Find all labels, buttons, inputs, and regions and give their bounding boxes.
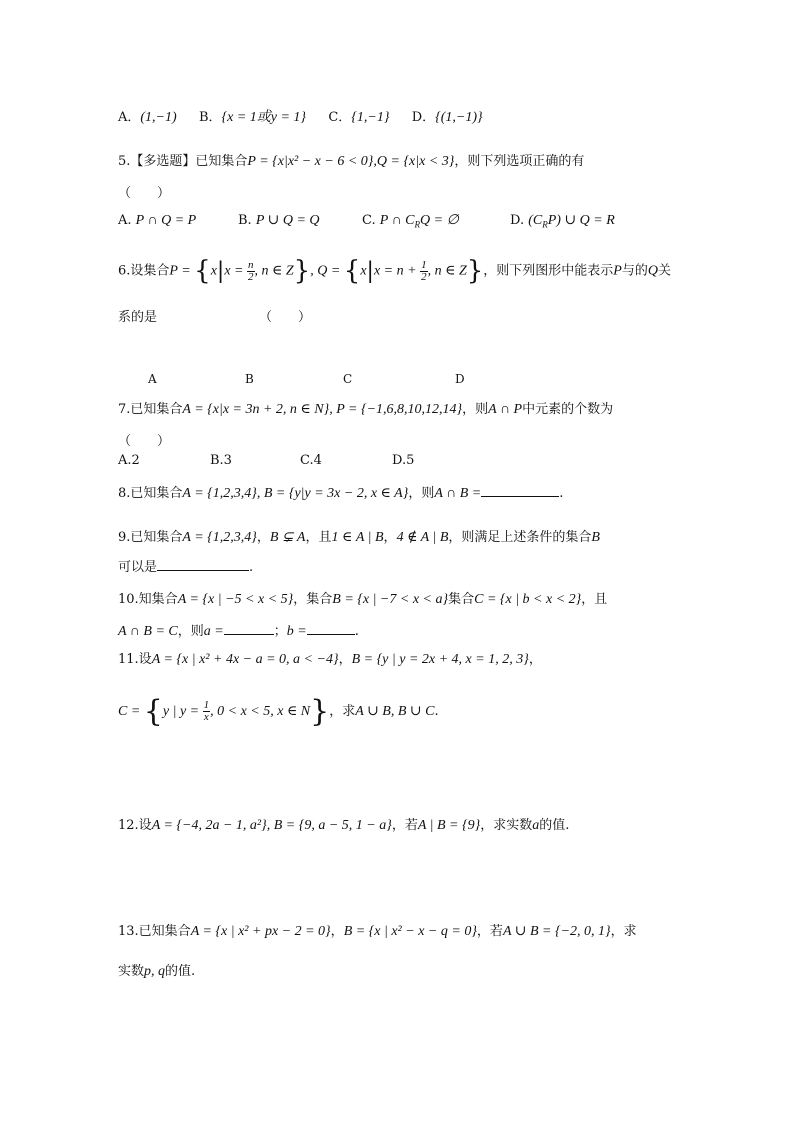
q5-option-d-sub: R [542,219,548,230]
q6-p-x: x [210,263,217,279]
q10-a-blank[interactable] [224,634,274,635]
q5-option-d: (C [528,213,543,228]
q9-and: ，且 [305,530,332,545]
q10-end: . [354,624,359,639]
q6-figure-b-label: B [245,372,254,386]
q6-figure-d-label: D [455,372,465,386]
q5-prefix: 5.【多选题】已知集合 [118,154,248,169]
q11-end: . [434,704,439,719]
q10-b-eq: b = [286,624,307,639]
question-7 [118,398,613,418]
q11-set-a: A = {x | x² + 4x − a = 0, a < −4} [151,652,339,667]
q5-option-c: P ∩ C [379,213,415,228]
q11-ask: ，求 [329,704,356,719]
q13-cond: A ∪ B = {−2, 0, 1} [502,924,611,939]
q13-line2-text: 实数 [118,964,145,979]
q9-comma: ， [256,530,270,545]
q9-answer-blank[interactable] [157,570,249,571]
q12-suffix: 的值. [539,818,570,833]
q5-set-q: Q = {x|x < 3} [376,154,455,169]
q10-set-b: B = {x | −7 < x < a} [332,592,449,607]
q6-p-cond: x = [224,263,248,279]
q12-if: ，若 [391,818,418,833]
q12-a-var: a [532,818,540,833]
question-11 [118,648,542,668]
q5-option-c-rest: Q = ∅ [420,213,459,228]
q8-mid: ，则 [408,486,435,501]
q6-line2-text: 系的是 [118,310,158,325]
q11-c-den: x [203,711,209,723]
q7-option-b: B.3 [210,453,232,468]
q9-comma2: ， [383,530,397,545]
q6-q-num: 1 [421,258,427,271]
question-8 [118,482,563,502]
q10-expr: A ∩ B = C [118,624,178,639]
q6-line2 [118,306,311,325]
q5-option-a: P ∩ Q = P [135,213,197,228]
q13-ask: ，求 [610,924,637,939]
q9-b-var: B [591,530,600,545]
q7-paren: （ ） [118,434,171,449]
q7-option-a: A.2 [118,453,140,468]
question-9 [118,526,600,546]
q9-line2-text: 可以是 [118,560,158,575]
q10-a-eq: a = [203,624,224,639]
q8-end: . [559,486,564,501]
q9-set-a: A = {1,2,3,4} [182,530,257,545]
q13-line2 [118,960,195,980]
q4-options [118,106,483,126]
q11-c-start: C = [118,704,144,719]
q4-option-c-label: C． [328,110,352,125]
q10-mid3: ，且 [581,592,608,607]
q4-option-d-label: D． [411,110,436,125]
q4-option-b: {x = 1或y = 1} [221,110,307,125]
q5-suffix: ，则下列选项正确的有 [454,154,585,169]
q12-sets: A = {−4, 2a − 1, a²}, B = {9, a − 5, 1 − a} [151,818,392,833]
q9-cond1: 1 ∈ A | B [331,530,384,545]
q5-option-c-sub: R [414,219,421,230]
q12-ask: ，求实数 [480,818,533,833]
q11-comma2: ， [528,652,542,667]
q6-p-num: n [248,258,254,271]
q6-guan: 关 [658,263,672,279]
q5-set-p: P = {x|x² − x − 6 < 0}, [247,154,377,169]
q10-set-a: A = {x | −5 < x < 5} [177,592,294,607]
q13-set-b: B = {x | x² − x − q = 0} [343,924,477,939]
q7-prefix: 7.已知集合 [118,402,183,417]
q6-p-var: P [613,263,622,279]
q13-comma: ， [330,924,344,939]
q13-prefix: 13.已知集合 [118,924,191,939]
q6-paren: （ ） [259,310,312,325]
q13-vars: p, q [144,964,166,979]
q13-set-a: A = {x | x² + px − 2 = 0} [190,924,331,939]
q4-option-b-label: B． [198,110,222,125]
q5-option-d-rest: P) ∪ Q = R [547,213,615,228]
q11-set-b: B = {y | y = 2x + 4, x = 1, 2, 3} [351,652,529,667]
q6-q-cond: x = n + [373,263,421,279]
q13-suffix: 的值. [165,964,196,979]
q12-prefix: 12.设 [118,818,152,833]
question-5 [118,150,584,170]
q5-option-b: P ∪ Q = Q [255,213,320,228]
q6-q-den: 2 [421,270,427,283]
q6-p-start: P = [169,263,195,279]
q6-prefix: 6.设集合 [118,263,170,279]
q9-end: . [249,560,254,575]
q9-cond2: 4 ∉ A | B [396,530,449,545]
q5-option-a-label: A. [118,213,132,228]
q6-q-var: Q [647,263,658,279]
q9-prefix: 9.已知集合 [118,530,183,545]
q6-q-start: , Q = [310,263,344,279]
q11-c-num: 1 [203,699,210,711]
q11-line2: C = {y | y = $\frac{1}{x}$ , 0 < x < 5, x ∈ N}，求A ∪ B, B ∪ C. [118,694,439,729]
q6-p-tail: , n ∈ Z [254,263,294,279]
q5-option-b-label: B. [238,213,252,228]
q7-options [118,453,414,468]
q4-option-a-label: A． [118,110,141,125]
q7-option-d: D.5 [392,453,415,468]
q10-then: ，则 [177,624,204,639]
q11-expr: A ∪ B, B ∪ C [355,704,435,719]
q7-option-c: C.4 [300,453,322,468]
q8-expr: A ∩ B = [434,486,482,501]
q9-subset: B ⊊ A [269,530,306,545]
q10-semi: ； [273,624,287,639]
question-13 [118,920,637,940]
q10-line2 [118,620,359,640]
q8-prefix: 8.已知集合 [118,486,183,501]
q11-c-inner: y | y = [162,704,203,719]
q8-answer-blank[interactable] [481,496,559,497]
q7-mid: ，则 [462,402,489,417]
q9-suffix: ，则满足上述条件的集合 [448,530,592,545]
q12-cond: A | B = {9} [417,818,481,833]
q6-suffix: ，则下列图形中能表示 [483,263,614,279]
q6-p-den: 2 [248,270,254,283]
question-6: 6.设集合P = {x|x = $\frac{n}{2}$ , n ∈ Z}, Q = {x|x = n + $\frac{1}{2}$ , n ∈ Z}，则下列图形中能表示P与的Q关 [118,256,672,286]
question-12 [118,814,569,834]
q4-option-d: {(1,−1)} [435,110,483,125]
question-10 [118,588,607,608]
q10-b-blank[interactable] [307,634,355,635]
q5-options [118,212,615,230]
q7-sets: A = {x|x = 3n + 2, n ∈ N}, P = {−1,6,8,10,12,14} [182,402,463,417]
q7-expr: A ∩ P [488,402,523,417]
q11-comma: ， [338,652,352,667]
q6-with: 与的 [621,263,648,279]
q6-q-x: x [360,263,367,279]
q11-c-tail: , 0 < x < 5, x ∈ N [210,704,311,719]
q10-mid1: ，集合 [293,592,333,607]
q5-paren: （ ） [118,186,171,201]
q10-set-c: C = {x | b < x < 2} [474,592,582,607]
q10-mid2: 集合 [448,592,475,607]
q9-line2 [118,556,253,575]
q4-option-a: (1,−1) [140,110,177,125]
q5-option-c-label: C. [362,213,376,228]
q10-prefix: 10.知集合 [118,592,178,607]
q8-sets: A = {1,2,3,4}, B = {y|y = 3x − 2, x ∈ A} [182,486,409,501]
q6-figure-c-label: C [343,372,353,386]
q6-figure-a-label: A [148,372,157,386]
q7-suffix: 中元素的个数为 [522,402,614,417]
q11-prefix: 11.设 [118,652,152,667]
q13-if: ，若 [476,924,503,939]
q5-option-d-label: D. [510,213,525,228]
q4-option-c: {1,−1} [351,110,390,125]
q6-q-tail: , n ∈ Z [427,263,467,279]
